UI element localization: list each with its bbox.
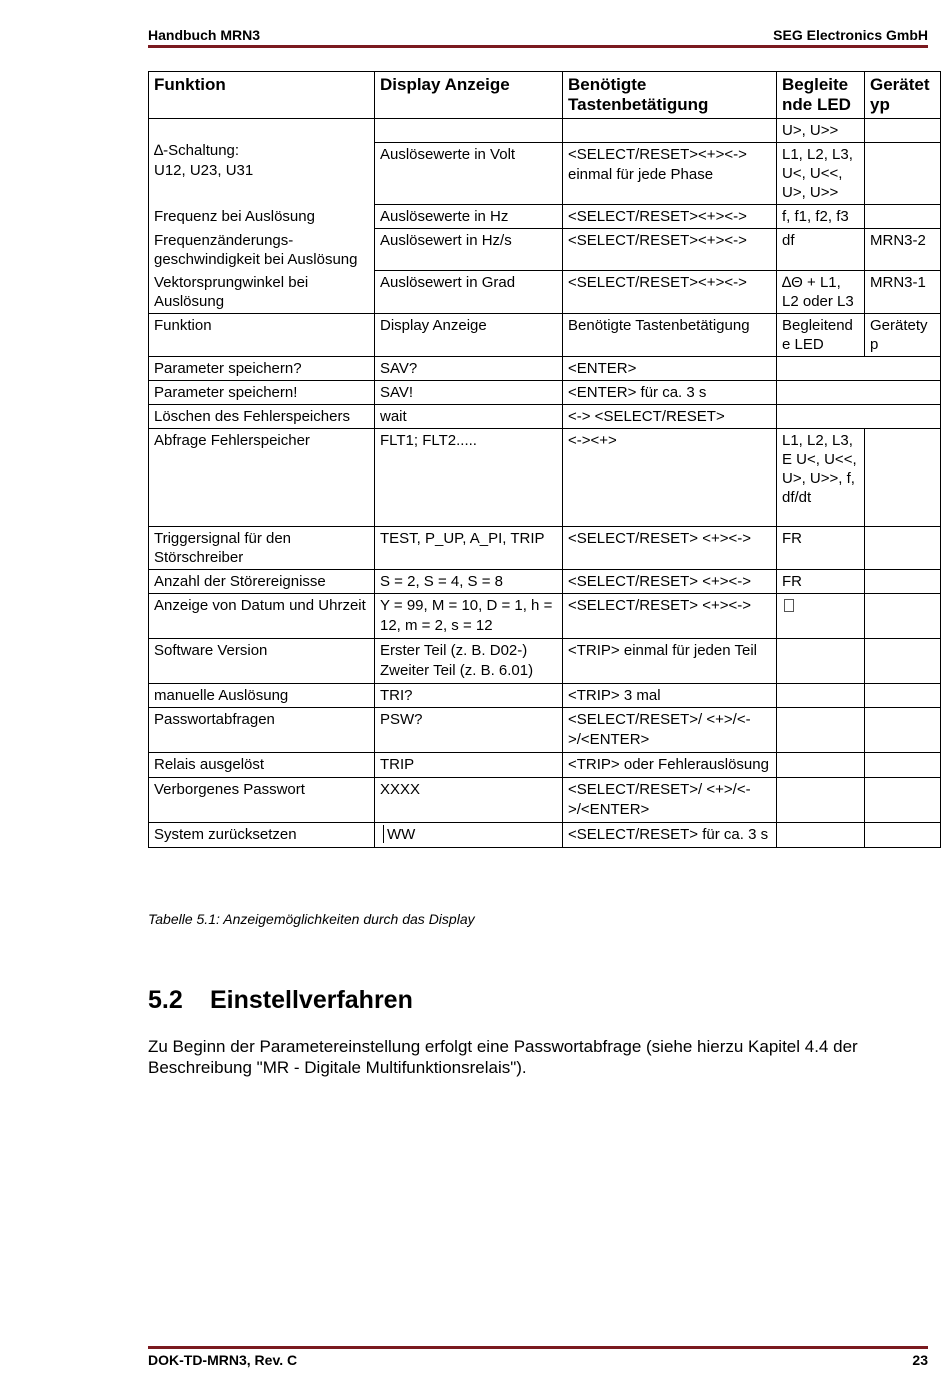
cell-led-typ — [777, 381, 941, 405]
cell-led — [777, 778, 865, 823]
cell-delta-schaltung — [149, 119, 375, 205]
cell-keys: <SELECT/RESET><+><-> — [563, 271, 777, 314]
table-row — [149, 753, 941, 778]
cell-display: S = 2, S = 4, S = 8 — [375, 570, 563, 594]
table-row — [149, 823, 941, 848]
cell-display: FLT1; FLT2..... — [375, 429, 563, 527]
cell-typ — [865, 778, 941, 823]
cell-typ — [865, 570, 941, 594]
cell-display: TEST, P_UP, A_PI, TRIP — [375, 527, 563, 570]
cell-keys: <ENTER> — [563, 357, 777, 381]
footer-rule — [148, 1346, 928, 1349]
table-row — [149, 429, 941, 527]
cell-led — [777, 684, 865, 708]
cell-funktion: Triggersignal für den Störschreiber — [149, 527, 375, 570]
cell-funktion: Passwortabfragen — [149, 708, 375, 753]
delta-voltages: U12, U23, U31 — [154, 162, 254, 179]
cell-keys — [563, 119, 777, 143]
header-document-title: Handbuch MRN3 — [148, 27, 260, 43]
cell-led — [777, 753, 865, 778]
delta-label: ∆-Schaltung: — [154, 142, 240, 159]
table-row — [149, 119, 941, 143]
placeholder-glyph-icon — [784, 599, 794, 612]
cell-typ — [865, 119, 941, 143]
footer-document-id: DOK-TD-MRN3, Rev. C — [148, 1352, 298, 1368]
cell-funktion: manuelle Auslösung — [149, 684, 375, 708]
table-row — [149, 708, 941, 753]
table-row — [149, 594, 941, 639]
cell-keys: <SELECT/RESET>/ <+>/<->/<ENTER> — [563, 778, 777, 823]
cell-typ — [865, 684, 941, 708]
subheader-keys: Benötigte Tastenbetätigung — [563, 314, 777, 357]
body-paragraph: Zu Beginn der Parametereinstellung erfolgt eine Passwortabfrage (siehe hierzu Kapitel 4.4 der Beschreibung "MR - Digitale Multifunktionsrelais"). — [148, 1037, 858, 1077]
section-number: 5.2 — [148, 986, 183, 1014]
table-row — [149, 405, 941, 429]
cell-display: TRIP — [375, 753, 563, 778]
cell-funktion: Löschen des Fehlerspeichers — [149, 405, 375, 429]
cell-display: PSW? — [375, 708, 563, 753]
table-header-row — [149, 72, 941, 119]
cell-led: L1, L2, L3, U<, U<<, U>, U>> — [777, 143, 865, 205]
cell-funktion: Parameter speichern? — [149, 357, 375, 381]
cell-keys: <SELECT/RESET><+><-> — [563, 205, 777, 229]
cell-typ — [865, 527, 941, 570]
cell-typ — [865, 429, 941, 527]
cell-led: ∆Θ + L1, L2 oder L3 — [777, 271, 865, 314]
cell-typ — [865, 143, 941, 205]
subheader-funktion: Funktion — [149, 314, 375, 357]
cell-led: FR — [777, 570, 865, 594]
cell-led-typ — [777, 357, 941, 381]
table-row — [149, 271, 941, 314]
cell-funktion: Frequenzänderungs-geschwindigkeit bei Auslösung — [149, 229, 375, 271]
cell-led — [777, 594, 865, 639]
cell-keys: <SELECT/RESET> für ca. 3 s — [563, 823, 777, 848]
table-row — [149, 684, 941, 708]
cell-funktion: Software Version — [149, 639, 375, 684]
cell-keys: <-><+> — [563, 429, 777, 527]
cell-keys: <-> <SELECT/RESET> — [563, 405, 777, 429]
cell-led: df — [777, 229, 865, 271]
cell-display — [375, 119, 563, 143]
cell-led: FR — [777, 527, 865, 570]
table-row — [149, 778, 941, 823]
cell-funktion: Verborgenes Passwort — [149, 778, 375, 823]
cell-funktion: Anzahl der Störereignisse — [149, 570, 375, 594]
cell-display: Auslösewert in Grad — [375, 271, 563, 314]
table-row — [149, 570, 941, 594]
cell-display: wait — [375, 405, 563, 429]
cell-keys: <SELECT/RESET>/ <+>/<->/<ENTER> — [563, 708, 777, 753]
cell-typ — [865, 594, 941, 639]
cell-keys: <SELECT/RESET> <+><-> — [563, 570, 777, 594]
header-company: SEG Electronics GmbH — [773, 27, 928, 43]
display-value: WW — [387, 826, 416, 843]
subheader-display: Display Anzeige — [375, 314, 563, 357]
subheader-led: Begleitend e LED — [777, 314, 865, 357]
table-row — [149, 205, 941, 229]
cell-led: L1, L2, L3, E U<, U<<, U>, U>>, f, df/dt — [777, 429, 865, 527]
header-rule — [148, 45, 928, 48]
cell-typ — [865, 639, 941, 684]
cell-typ: MRN3-2 — [865, 229, 941, 271]
cell-keys: <ENTER> für ca. 3 s — [563, 381, 777, 405]
col-header-typ: Gerätet yp — [865, 72, 941, 119]
cell-display: XXXX — [375, 778, 563, 823]
cell-typ — [865, 753, 941, 778]
cell-display: SAV! — [375, 381, 563, 405]
cell-led — [777, 639, 865, 684]
table-subheader-row — [149, 314, 941, 357]
cell-keys: <TRIP> 3 mal — [563, 684, 777, 708]
col-header-display: Display Anzeige — [375, 72, 563, 119]
table-row — [149, 527, 941, 570]
cell-funktion: Relais ausgelöst — [149, 753, 375, 778]
cell-led — [777, 823, 865, 848]
cell-led: U>, U>> — [777, 119, 865, 143]
cell-display: Auslösewert in Hz/s — [375, 229, 563, 271]
section-title: Einstellverfahren — [210, 986, 413, 1014]
col-header-led: Begleite nde LED — [777, 72, 865, 119]
cell-typ — [865, 823, 941, 848]
cell-typ: MRN3-1 — [865, 271, 941, 314]
cell-keys: <SELECT/RESET> <+><-> — [563, 594, 777, 639]
cell-display: SAV? — [375, 357, 563, 381]
cell-funktion: Abfrage Fehlerspeicher — [149, 429, 375, 527]
cell-display: Erster Teil (z. B. D02-) Zweiter Teil (z. B. 6.01) — [375, 639, 563, 684]
cell-keys: <TRIP> einmal für jeden Teil — [563, 639, 777, 684]
table-row — [149, 639, 941, 684]
cell-typ — [865, 708, 941, 753]
cell-keys: <TRIP> oder Fehlerauslösung — [563, 753, 777, 778]
section-heading — [148, 986, 413, 1015]
cell-display: TRI? — [375, 684, 563, 708]
table-row — [149, 381, 941, 405]
cell-display: Auslösewerte in Hz — [375, 205, 563, 229]
cell-funktion: Parameter speichern! — [149, 381, 375, 405]
cell-funktion: Vektorsprungwinkel bei Auslösung — [149, 271, 375, 314]
cell-keys: <SELECT/RESET><+><-> einmal für jede Phase — [563, 143, 777, 205]
page-number: 23 — [912, 1352, 928, 1368]
display-options-table — [148, 71, 941, 848]
cell-funktion: Anzeige von Datum und Uhrzeit — [149, 594, 375, 639]
table-caption: Tabelle 5.1: Anzeigemöglichkeiten durch das Display — [148, 911, 475, 927]
page-footer — [148, 1352, 928, 1370]
cell-display: Auslösewerte in Volt — [375, 143, 563, 205]
cell-typ — [865, 205, 941, 229]
table-row — [149, 357, 941, 381]
cell-led: f, f1, f2, f3 — [777, 205, 865, 229]
cell-funktion: System zurücksetzen — [149, 823, 375, 848]
display-cursor-bar — [383, 825, 384, 843]
cell-display — [375, 823, 563, 848]
cell-led — [777, 708, 865, 753]
cell-funktion: Frequenz bei Auslösung — [149, 205, 375, 229]
col-header-keys: Benötigte Tastenbetätigung — [563, 72, 777, 119]
col-header-funktion: Funktion — [149, 72, 375, 119]
table-row — [149, 229, 941, 271]
subheader-typ: Gerätety p — [865, 314, 941, 357]
cell-led-typ — [777, 405, 941, 429]
cell-keys: <SELECT/RESET> <+><-> — [563, 527, 777, 570]
page-header — [148, 27, 928, 45]
cell-display: Y = 99, M = 10, D = 1, h = 12, m = 2, s = 12 — [375, 594, 563, 639]
cell-keys: <SELECT/RESET><+><-> — [563, 229, 777, 271]
